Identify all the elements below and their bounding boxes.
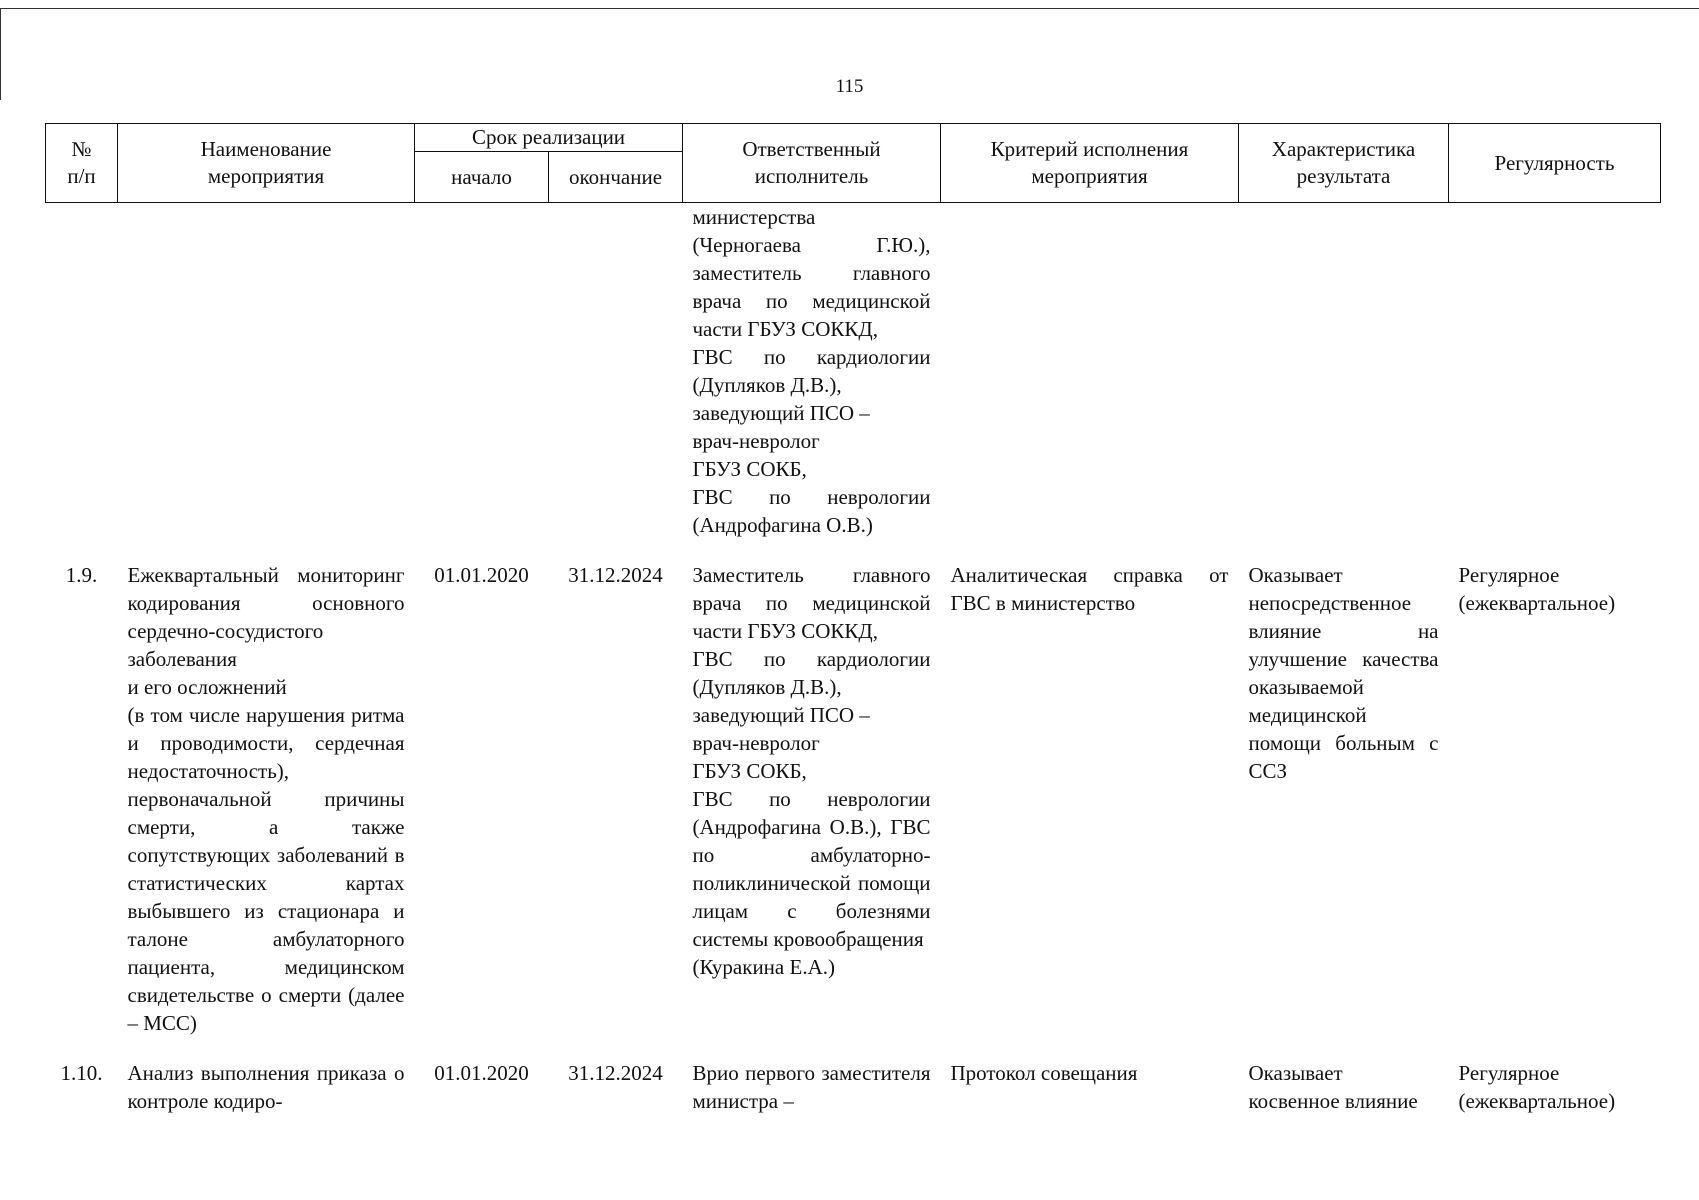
header-end: окончание bbox=[549, 152, 683, 203]
row-name: Анализ выполнения приказа о контроле кодиро- bbox=[127, 1061, 405, 1113]
row-responsible: Врио первого заместителя министра – bbox=[692, 1061, 931, 1113]
row-start: 01.01.2020 bbox=[434, 563, 529, 587]
table-row bbox=[46, 561, 1661, 1059]
row-responsible: Заместитель главного врача по медицинской части ГБУЗ СОККД, ГВС по кардиологии (Дупляков Д.В.), заведующий ПСО – врач-невролог ГБУЗ СОКБ, ГВС по неврологии (Андрофагина О.В.), ГВС по амбулаторно-поликлинической помощи лицам с болезнями системы кровообращения (Куракина Е.А.) bbox=[692, 563, 931, 979]
scan-top-border bbox=[0, 8, 1699, 9]
header-period: Срок реализации bbox=[415, 124, 683, 152]
table-row bbox=[46, 1059, 1661, 1115]
header-criterion: Критерий исполнения мероприятия bbox=[941, 124, 1239, 203]
row-num: 1.10. bbox=[60, 1061, 103, 1085]
page-number: 115 bbox=[835, 76, 864, 97]
row-end bbox=[549, 203, 683, 562]
row-end: 31.12.2024 bbox=[568, 1061, 663, 1085]
row-criterion: Протокол совещания bbox=[950, 1061, 1138, 1085]
row-num: 1.9. bbox=[65, 563, 98, 587]
row-name bbox=[118, 203, 415, 562]
row-regularity: Регулярное (ежеквартальное) bbox=[1458, 563, 1616, 615]
header-regularity: Регулярность bbox=[1449, 124, 1661, 203]
row-start bbox=[415, 203, 549, 562]
header-num: № п/п bbox=[46, 124, 118, 203]
header-responsible: Ответственный исполнитель bbox=[683, 124, 941, 203]
row-characteristic: Оказывает непосредственное влияние на улучшение качества оказываемой медицинской помощи больным с ССЗ bbox=[1248, 563, 1439, 783]
header-start: начало bbox=[415, 152, 549, 203]
table-row bbox=[46, 203, 1661, 562]
activities-table bbox=[45, 123, 1661, 1115]
row-criterion bbox=[941, 203, 1239, 562]
row-end: 31.12.2024 bbox=[568, 563, 663, 587]
row-num bbox=[46, 203, 118, 562]
row-regularity: Регулярное (ежеквартальное) bbox=[1458, 1061, 1616, 1113]
row-responsible: министерства (Черногаева Г.Ю.), заместитель главного врача по медицинской части ГБУЗ СОККД, ГВС по кардиологии (Дупляков Д.В.), заведующий ПСО – врач-невролог ГБУЗ СОКБ, ГВС по неврологии (Андрофагина О.В.) bbox=[692, 205, 931, 537]
row-criterion: Аналитическая справка от ГВС в министерство bbox=[950, 563, 1229, 615]
row-regularity bbox=[1449, 203, 1661, 562]
row-start: 01.01.2020 bbox=[434, 1061, 529, 1085]
row-name: Ежеквартальный мониторинг кодирования основного сердечно-сосудистого заболевания и его осложнений (в том числе нарушения ритма и проводимости, сердечная недостаточность), первоначальной причины смерти, а также сопутствующих заболеваний в статистических картах выбывшего из стационара и талоне амбулаторного пациента, медицинском свидетельстве о смерти (далее – МСС) bbox=[127, 563, 405, 1035]
row-characteristic: Оказывает косвенное влияние bbox=[1248, 1061, 1418, 1113]
row-characteristic bbox=[1239, 203, 1449, 562]
header-name: Наименование мероприятия bbox=[118, 124, 415, 203]
header-characteristic: Характеристика результата bbox=[1239, 124, 1449, 203]
